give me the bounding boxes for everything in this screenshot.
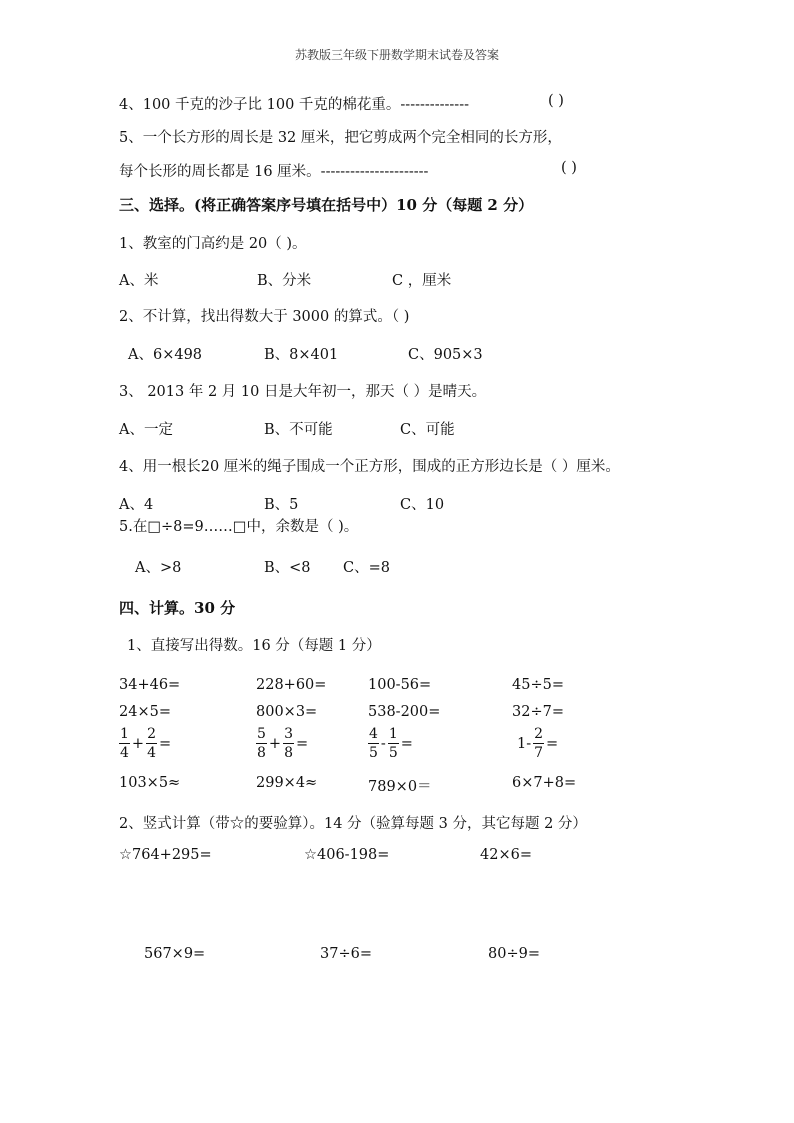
choice-q4-stem: 4、用一根长20 厘米的绳子围成一个正方形，围成的正方形边长是（ ）厘米。 — [119, 459, 620, 475]
vertical-calc-item: 37÷6= — [320, 946, 372, 962]
fraction: $\frac{2}{4}$ — [147, 726, 156, 761]
choice-q2-option-b: B、8×401 — [264, 347, 339, 363]
mental-calc-item: 103×5≈ — [119, 775, 181, 791]
choice-q2-option-a: A、6×498 — [128, 347, 203, 363]
vertical-calc-item: 80÷9= — [488, 946, 540, 962]
section4-title: 四、计算。30 分 — [119, 599, 236, 617]
choice-q1-option-c: C ，厘米 — [392, 273, 452, 289]
mental-calc-item: 6×7+8= — [512, 775, 577, 791]
choice-q4-option-a: A、4 — [119, 497, 154, 513]
vertical-calc-item: ☆406-198= — [304, 847, 390, 863]
fraction: $\frac{1}{4}$ — [120, 726, 129, 761]
section3-title: 三、选择。(将正确答案序号填在括号中）10 分（每题 2 分） — [119, 196, 534, 214]
choice-q5-option-a: A、>8 — [135, 560, 182, 576]
fraction-calc-item: $\frac{1}{4}$ + $\frac{2}{4}$ = — [120, 726, 172, 761]
judge-q5-answer-paren: ( ) — [561, 160, 577, 176]
fraction-calc-item: $\frac{4}{5}$ - $\frac{1}{5}$ = — [369, 726, 413, 761]
mental-calc-item: 100-56= — [368, 677, 432, 693]
choice-q2-option-c: C、905×3 — [408, 347, 483, 363]
page-header: 苏教版三年级下册数学期末试卷及答案 — [294, 48, 499, 62]
mental-calc-item: 538-200= — [368, 704, 441, 720]
choice-q5-option-c: C、=8 — [343, 560, 390, 576]
judge-q5-line2: 每个长形的周长都是 16 厘米。---------------------- — [119, 164, 429, 180]
mental-calc-item: 34+46= — [119, 677, 181, 693]
mental-calc-item: 299×4≈ — [256, 775, 318, 791]
choice-q3-option-a: A、一定 — [119, 422, 173, 438]
mental-calc-item: 24×5= — [119, 704, 171, 720]
choice-q4-option-b: B、5 — [264, 497, 299, 513]
fraction-calc-item: 1- $\frac{2}{7}$ = — [517, 726, 559, 761]
mental-calc-item: 789×0＝ — [368, 779, 432, 795]
fraction: $\frac{2}{7}$ — [534, 726, 544, 761]
vertical-calc-item: 567×9= — [144, 946, 206, 962]
fraction-calc-item: $\frac{5}{8}$ + $\frac{3}{8}$ = — [257, 726, 309, 761]
choice-q3-option-c: C、可能 — [400, 422, 455, 438]
fraction: $\frac{4}{5}$ — [369, 726, 378, 761]
vertical-calc-item: 42×6= — [480, 847, 532, 863]
calc-part1-title: 1、直接写出得数。16 分（每题 1 分） — [127, 638, 381, 654]
judge-q5-line1: 5、一个长方形的周长是 32 厘米，把它剪成两个完全相同的长方形， — [119, 130, 562, 146]
choice-q5-stem: 5.在□÷8=9……□中，余数是（ )。 — [119, 519, 359, 535]
vertical-calc-item: ☆764+295= — [119, 847, 212, 863]
choice-q1-stem: 1、教室的门高约是 20（ )。 — [119, 236, 307, 252]
judge-q4-answer-paren: ( ) — [548, 93, 564, 109]
mental-calc-item: 800×3= — [256, 704, 318, 720]
mental-calc-item: 45÷5= — [512, 677, 564, 693]
choice-q2-stem: 2、不计算，找出得数大于 3000 的算式。（ ) — [119, 309, 410, 325]
fraction: $\frac{1}{5}$ — [388, 726, 398, 761]
mental-calc-item: 32÷7= — [512, 704, 564, 720]
judge-q4: 4、100 千克的沙子比 100 千克的棉花重。-------------- — [119, 97, 469, 113]
choice-q5-option-b: B、<8 — [264, 560, 311, 576]
choice-q3-option-b: B、不可能 — [264, 422, 333, 438]
choice-q1-option-a: A、米 — [119, 273, 159, 289]
fraction: $\frac{3}{8}$ — [284, 726, 293, 761]
choice-q1-option-b: B、分米 — [257, 273, 312, 289]
mental-calc-item: 228+60= — [256, 677, 327, 693]
choice-q4-option-c: C、10 — [400, 497, 445, 513]
fraction: $\frac{5}{8}$ — [257, 726, 266, 761]
choice-q3-stem: 3、 2013 年 2 月 10 日是大年初一，那天（ ）是晴天。 — [119, 384, 487, 400]
calc-part2-title: 2、竖式计算（带☆的要验算）。14 分（验算每题 3 分，其它每题 2 分） — [119, 816, 587, 832]
